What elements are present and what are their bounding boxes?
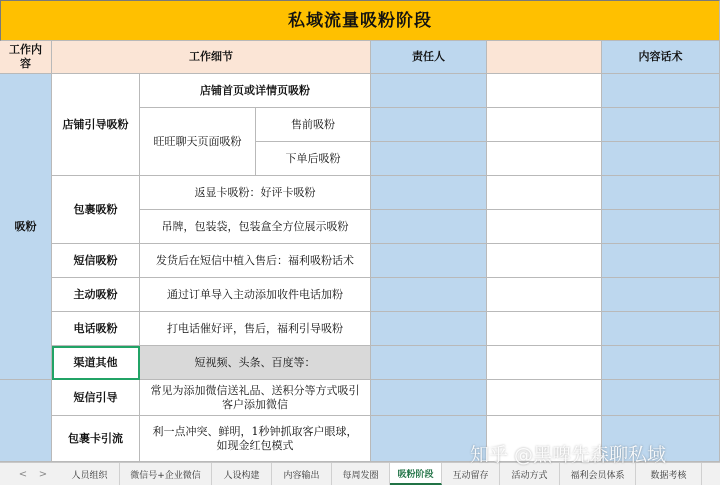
blank-cell[interactable] — [487, 108, 602, 142]
blank-cell[interactable] — [487, 416, 602, 462]
row-label-package[interactable]: 包裹吸粉 — [52, 176, 140, 244]
row-label-sms[interactable]: 短信吸粉 — [52, 244, 140, 278]
blank-cell[interactable] — [487, 380, 602, 416]
blank-cell[interactable] — [487, 176, 602, 210]
blank-cell[interactable] — [487, 312, 602, 346]
script-cell[interactable] — [602, 380, 720, 416]
owner-cell[interactable] — [371, 278, 487, 312]
owner-cell[interactable] — [371, 108, 487, 142]
sheet-tab[interactable]: 每周发圈 — [332, 463, 390, 485]
sheet-tab[interactable]: 人员组织 — [60, 463, 120, 485]
next-sheet-icon[interactable]: > — [38, 468, 48, 480]
script-cell[interactable] — [602, 142, 720, 176]
detail-cashback[interactable]: 返显卡吸粉：好评卡吸粉 — [140, 176, 371, 210]
blank-cell[interactable] — [487, 244, 602, 278]
owner-cell[interactable] — [371, 416, 487, 462]
owner-cell[interactable] — [371, 210, 487, 244]
detail-store-home[interactable]: 店铺首页或详情页吸粉 — [140, 74, 371, 108]
detail-presale[interactable]: 售前吸粉 — [256, 108, 371, 142]
watermark-text: 知乎 @黑啤先森聊私域 — [470, 444, 667, 466]
section-cell[interactable]: 吸粉 — [0, 74, 52, 380]
header-work-detail[interactable]: 工作细节 — [52, 41, 371, 74]
blank-cell[interactable] — [487, 346, 602, 380]
sheet-tab[interactable]: 互动留存 — [442, 463, 500, 485]
blank-cell[interactable] — [487, 142, 602, 176]
detail-channel[interactable]: 短视频、头条、百度等： — [140, 346, 371, 380]
header-owner[interactable]: 责任人 — [371, 41, 487, 74]
sheet-tab[interactable]: 活动方式 — [500, 463, 560, 485]
row-label-card[interactable]: 包裹卡引流 — [52, 416, 140, 462]
sheet-title[interactable]: 私域流量吸粉阶段 — [0, 0, 720, 41]
sheet-tab[interactable]: 微信号+企业微信 — [120, 463, 212, 485]
sheet-tabs-bar — [0, 462, 720, 485]
blank-cell[interactable] — [487, 278, 602, 312]
detail-sms[interactable]: 发货后在短信中植入售后：福利吸粉话术 — [140, 244, 371, 278]
owner-cell[interactable] — [371, 142, 487, 176]
owner-cell[interactable] — [371, 244, 487, 278]
detail-tag[interactable]: 吊牌，包装袋，包装盒全方位展示吸粉 — [140, 210, 371, 244]
owner-cell[interactable] — [371, 176, 487, 210]
header-work-content[interactable]: 工作内容 — [0, 41, 52, 74]
script-cell[interactable] — [602, 74, 720, 108]
detail-sms-guide[interactable]: 常见为添加微信送礼品、送积分等方式吸引客户添加微信 — [140, 380, 371, 416]
sheet-tab[interactable]: 福利会员体系 — [560, 463, 636, 485]
script-cell[interactable] — [602, 312, 720, 346]
blank-cell[interactable] — [487, 210, 602, 244]
sheet-tab[interactable]: 数据考核 — [636, 463, 702, 485]
script-cell[interactable] — [602, 244, 720, 278]
script-cell[interactable] — [602, 416, 720, 462]
blank-cell[interactable] — [487, 74, 602, 108]
owner-cell[interactable] — [371, 312, 487, 346]
sheet-tab[interactable]: 内容输出 — [272, 463, 332, 485]
header-blank[interactable] — [487, 41, 602, 74]
owner-cell[interactable] — [371, 380, 487, 416]
owner-cell[interactable] — [371, 74, 487, 108]
row-label-phone[interactable]: 电话吸粉 — [52, 312, 140, 346]
header-script[interactable]: 内容话术 — [602, 41, 720, 74]
sheet-tab[interactable]: 人设构建 — [212, 463, 272, 485]
detail-active[interactable]: 通过订单导入主动添加收件电话加粉 — [140, 278, 371, 312]
script-cell[interactable] — [602, 176, 720, 210]
owner-cell[interactable] — [371, 346, 487, 380]
detail-phone[interactable]: 打电话催好评，售后，福利引导吸粉 — [140, 312, 371, 346]
script-cell[interactable] — [602, 210, 720, 244]
prev-sheet-icon[interactable]: < — [18, 468, 28, 480]
row-label-sms-guide[interactable]: 短信引导 — [52, 380, 140, 416]
row-label-store-guide[interactable]: 店铺引导吸粉 — [52, 74, 140, 176]
script-cell[interactable] — [602, 278, 720, 312]
detail-wangwang[interactable]: 旺旺聊天页面吸粉 — [140, 108, 256, 176]
row-label-channel[interactable]: 渠道其他 — [52, 346, 140, 380]
sheet-tab[interactable]: 吸粉阶段 — [390, 463, 442, 485]
section-cell-lower[interactable] — [0, 380, 52, 462]
detail-card[interactable]: 利一点冲突、鲜明，1秒钟抓取客户眼球，如现金红包模式 — [140, 416, 371, 462]
detail-postorder[interactable]: 下单后吸粉 — [256, 142, 371, 176]
row-label-active[interactable]: 主动吸粉 — [52, 278, 140, 312]
script-cell[interactable] — [602, 108, 720, 142]
script-cell[interactable] — [602, 346, 720, 380]
